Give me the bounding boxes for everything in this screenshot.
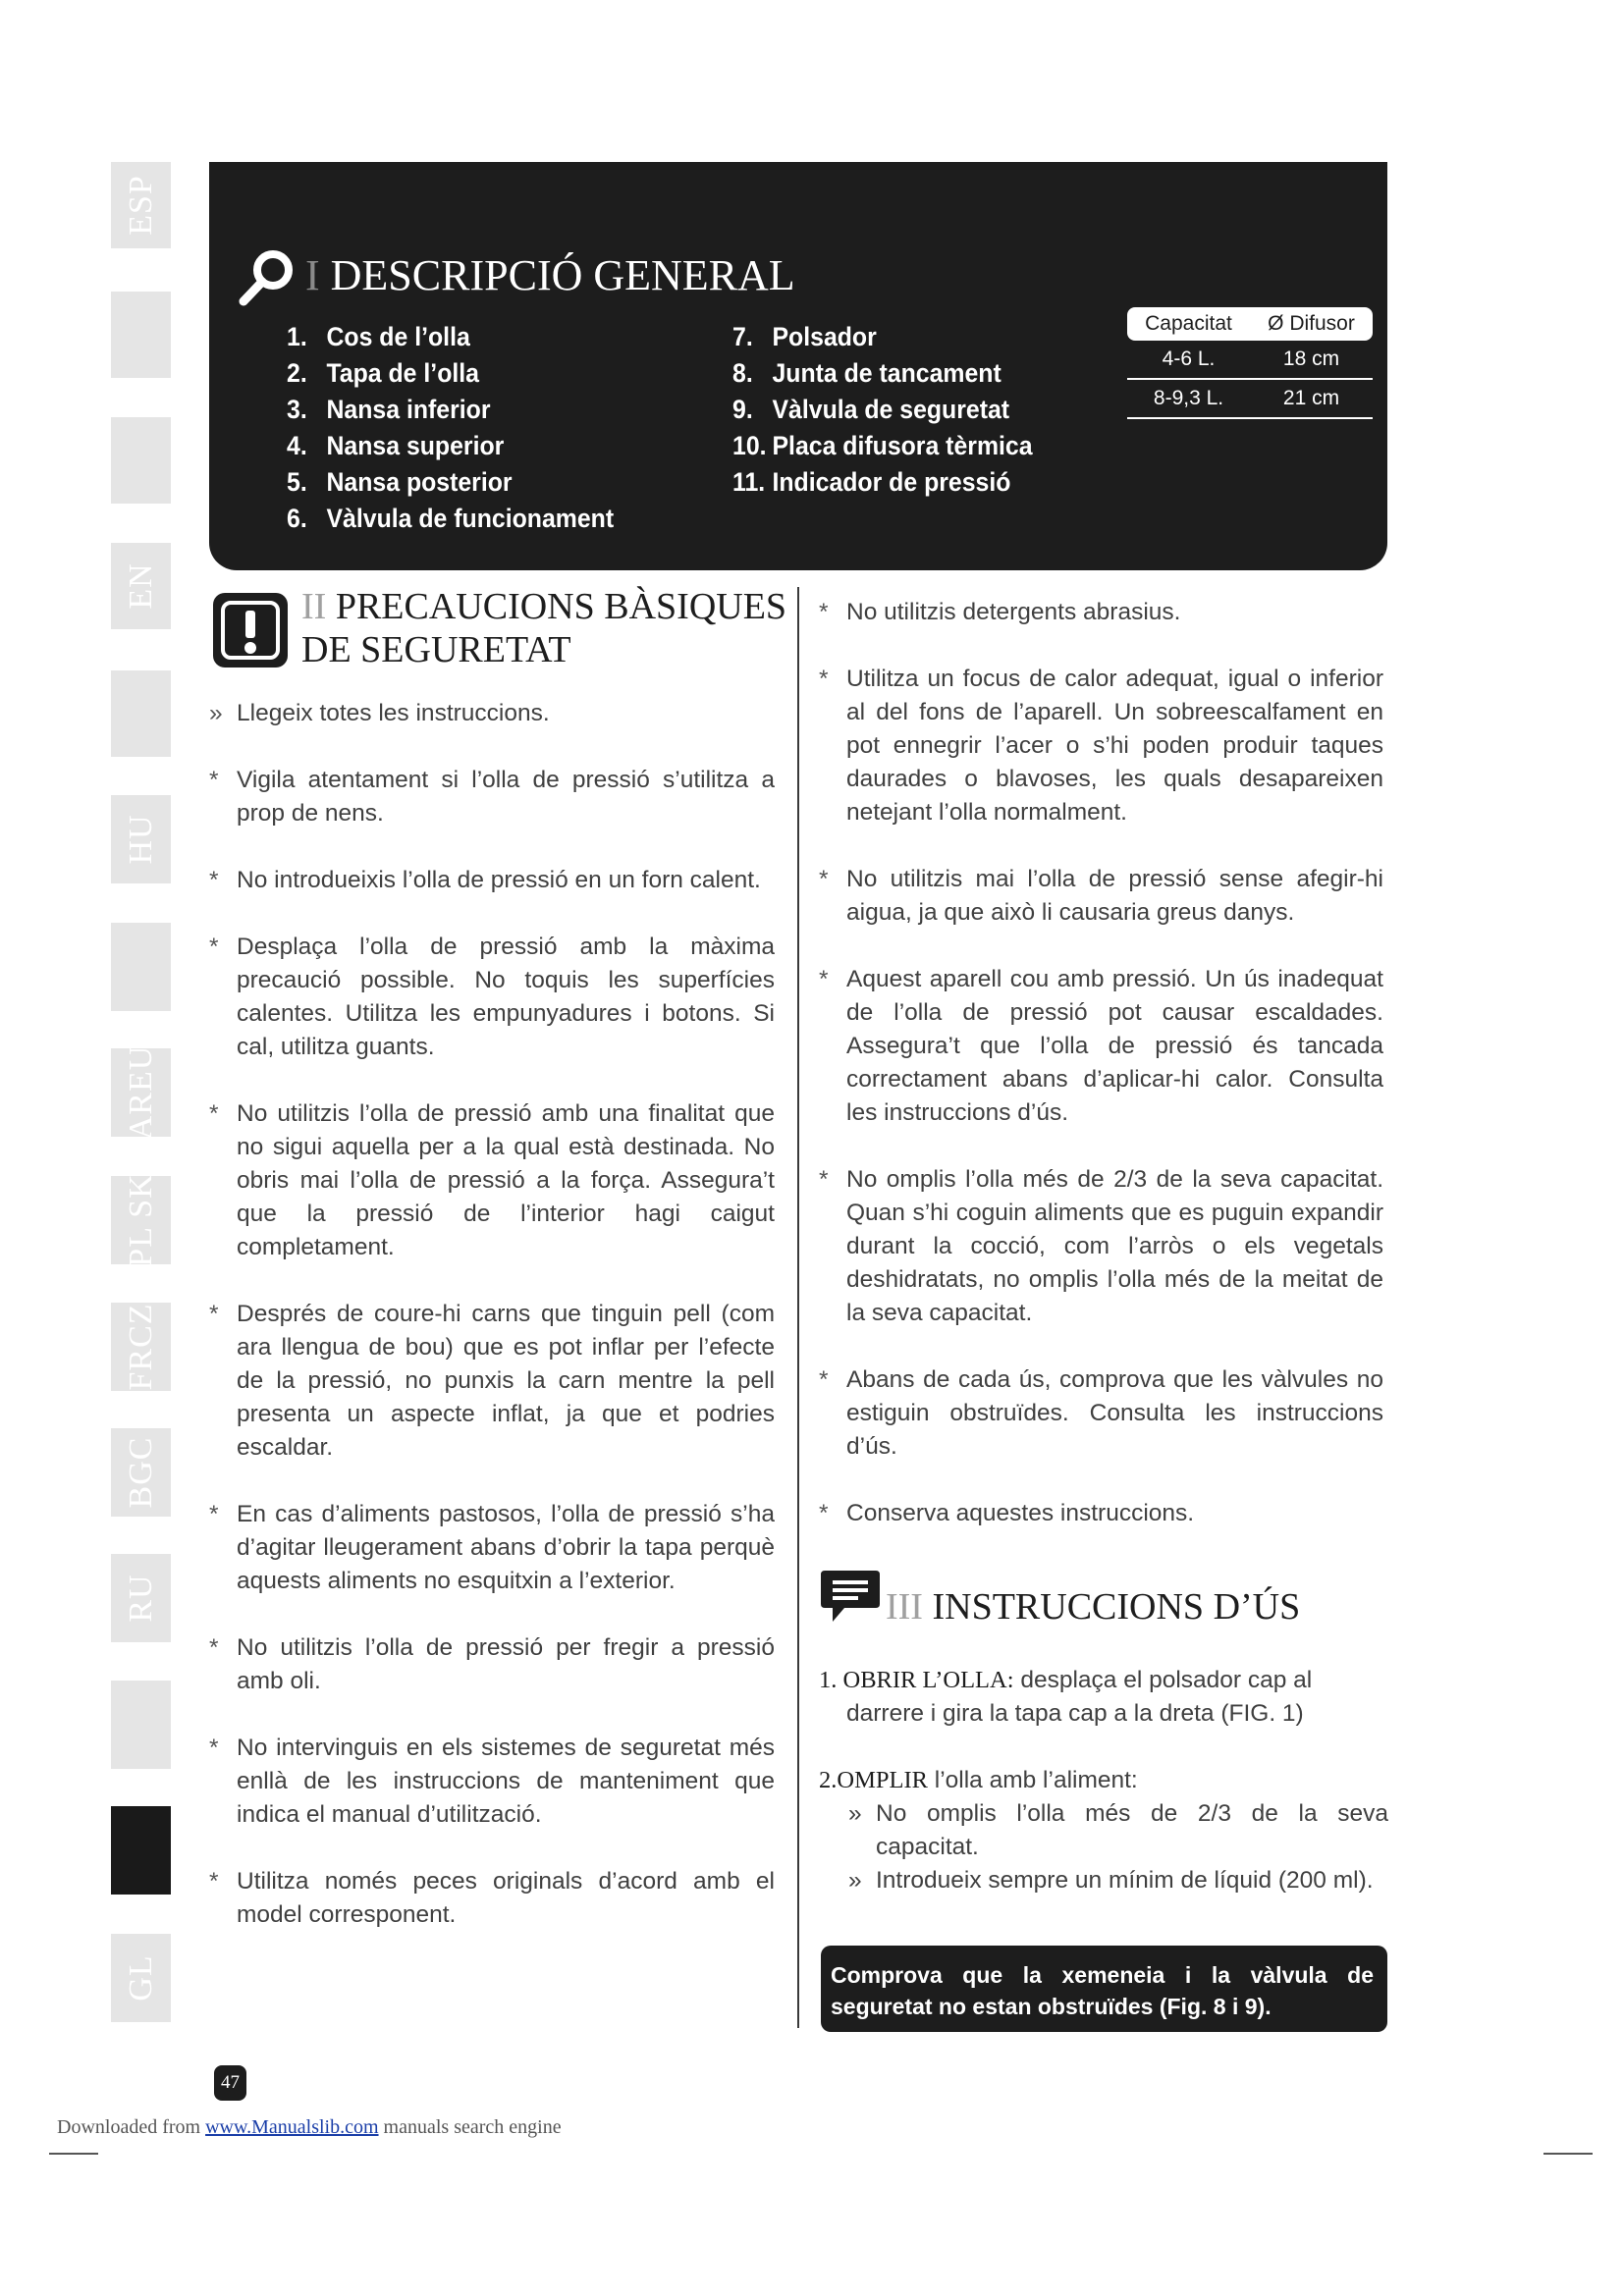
language-tab-label: EN <box>122 562 159 610</box>
part-item <box>287 501 614 537</box>
language-tab[interactable] <box>111 1934 171 2022</box>
bullet-marker: * <box>209 867 219 893</box>
safety-item <box>819 863 1383 930</box>
bullet-marker: * <box>209 1868 219 1895</box>
safety-item-text: No utilitzis detergents abrasius. <box>846 599 1181 625</box>
safety-item-text: Utilitza només peces originals d’acord amb el model corresponent. <box>237 1868 775 1928</box>
speech-bubble-icon <box>819 1565 882 1628</box>
step-subitem-text: No omplis l’olla més de 2/3 de la seva capacitat. <box>876 1800 1388 1860</box>
step-fill <box>819 1764 1388 1797</box>
header-capacity: Capacitat <box>1145 312 1232 335</box>
part-item <box>732 319 1033 355</box>
bullet-marker: * <box>819 1166 829 1193</box>
safety-item-text: Conserva aquestes instruccions. <box>846 1500 1195 1526</box>
step-subitem-text: Introdueix sempre un mínim de líquid (200 ml). <box>876 1867 1374 1894</box>
bullet-marker: » <box>209 700 223 726</box>
safety-item <box>209 1631 775 1698</box>
language-tab[interactable] <box>111 292 171 378</box>
language-tab[interactable] <box>111 1303 171 1391</box>
safety-item-text: En cas d’aliments pastosos, l’olla de pressió s’ha d’agitar lleugerament abans d’obrir la tapa perquè aquests aliments no esquitxin a l’exterior. <box>237 1501 775 1594</box>
safety-item <box>209 864 775 897</box>
language-tab-label: PL SK <box>122 1173 159 1267</box>
part-number: 11. <box>732 467 766 497</box>
safety-item-text: No utilitzis l’olla de pressió amb una finalitat que no sigui aquella per a la qual està destinada. No obris mai l’olla de pressió a la força. Assegura’t que la pressió de l’interior hagi caigut completament. <box>237 1100 775 1260</box>
footer-rule-right <box>1543 2153 1593 2155</box>
language-tab[interactable] <box>111 1554 171 1642</box>
safety-item-text: No intervinguis en els sistemes de seguretat més enllà de les instruccions de manteniment que indica el manual d’utilització. <box>237 1735 775 1828</box>
safety-item <box>209 1732 775 1832</box>
safety-item-text: Aquest aparell cou amb pressió. Un ús inadequat de l’olla de pressió pot causar escaldades. Assegura’t que l’olla de pressió és tancada correctament abans d’aplicar-hi calor. Consulta les instruccions d’ús. <box>846 966 1383 1126</box>
part-item <box>287 428 614 464</box>
footer-prefix: Downloaded from <box>57 2116 206 2138</box>
column-divider <box>797 587 799 2028</box>
language-tab[interactable] <box>111 543 171 629</box>
part-label: Nansa superior <box>326 431 505 460</box>
part-label: Vàlvula de seguretat <box>772 395 1010 424</box>
bullet-marker: * <box>819 1366 829 1393</box>
bullet-marker: » <box>848 1867 862 1894</box>
language-tab-label: BGC <box>122 1436 159 1509</box>
step-subitem <box>848 1797 1388 1864</box>
part-item <box>287 464 614 501</box>
language-tab-label: ESP <box>122 175 159 236</box>
general-description-panel <box>209 162 1387 570</box>
capacity-row <box>1127 380 1373 419</box>
section-title-instructions: III INSTRUCCIONS D’ÚS <box>886 1586 1301 1628</box>
warning-icon <box>209 589 292 671</box>
safety-item <box>209 1097 775 1264</box>
bullet-marker: » <box>848 1800 862 1827</box>
part-item <box>287 355 614 392</box>
capacity-row <box>1127 341 1373 380</box>
part-number: 7. <box>732 322 753 351</box>
capacity-cell: 8-9,3 L. <box>1153 387 1224 409</box>
step-fill-sublist <box>819 1797 1388 1897</box>
language-tab[interactable] <box>111 670 171 757</box>
safety-item <box>819 1497 1383 1530</box>
footer <box>57 2116 562 2139</box>
instructions-steps <box>819 1664 1388 1897</box>
step-text: l’olla amb l’aliment: <box>927 1767 1138 1793</box>
part-number: 2. <box>287 358 307 388</box>
language-tab-label: GL <box>122 1954 159 2002</box>
language-tab[interactable] <box>111 1681 171 1769</box>
footer-link[interactable]: www.Manualslib.com <box>205 2116 379 2138</box>
step-label: 1. OBRIR L’OLLA: <box>819 1667 1014 1693</box>
language-tab[interactable] <box>111 923 171 1011</box>
warning-note: Comprova que la xemeneia i la vàlvula de seguretat no estan obstruïdes (Fig. 8 i 9). <box>821 1946 1387 2032</box>
bullet-marker: * <box>209 1634 219 1661</box>
language-tab[interactable] <box>111 417 171 504</box>
safety-item <box>819 596 1383 629</box>
safety-item <box>209 1865 775 1932</box>
part-item <box>732 428 1033 464</box>
safety-item <box>819 1163 1383 1330</box>
language-tab-label: AREU <box>122 1044 159 1141</box>
language-tab-label: RU <box>122 1574 159 1623</box>
diffuser-cell: 21 cm <box>1282 387 1340 409</box>
safety-item <box>819 1363 1383 1464</box>
safety-list-right <box>819 596 1383 1564</box>
footer-suffix: manuals search engine <box>378 2116 562 2138</box>
safety-list-left <box>209 697 775 1965</box>
safety-item-text: No utilitzis mai l’olla de pressió sense afegir-hi aigua, ja que això li causaria greus danys. <box>846 866 1383 926</box>
safety-item <box>209 1498 775 1598</box>
part-label: Nansa inferior <box>326 395 491 424</box>
bullet-marker: * <box>819 666 829 692</box>
section-title-safety: II PRECAUCIONS BÀSIQUES DE SEGURETAT <box>301 586 787 670</box>
parts-list-right <box>732 319 1058 501</box>
footer-rule-left <box>49 2153 98 2155</box>
bullet-marker: * <box>819 966 829 992</box>
capacity-table <box>1127 307 1373 419</box>
part-label: Junta de tancament <box>772 358 1001 388</box>
language-tab[interactable] <box>111 1806 171 1895</box>
bullet-marker: * <box>209 934 219 960</box>
safety-item-text: No omplis l’olla més de 2/3 de la seva capacitat. Quan s’hi coguin aliments que es puguin expandir durant la cocció, com l’arròs o els vegetals deshidratats, no omplis l’olla més de la meitat de la seva capacitat. <box>846 1166 1383 1326</box>
safety-item-text: No introdueixis l’olla de pressió en un forn calent. <box>237 867 761 893</box>
language-tab-label: FRCZ <box>122 1303 159 1391</box>
part-number: 9. <box>732 395 753 424</box>
language-tab[interactable] <box>111 1044 171 1141</box>
diffuser-cell: 18 cm <box>1282 347 1340 370</box>
section-title-description: I DESCRIPCIÓ GENERAL <box>305 251 795 299</box>
language-tab[interactable] <box>111 1428 171 1517</box>
safety-item <box>209 764 775 830</box>
step-label: 2.OMPLIR <box>819 1767 928 1793</box>
safety-item-text: Utilitza un focus de calor adequat, igual o inferior al del fons de l’aparell. Un sobreescalfament en pot ennegrir l’acer o s’hi poden produir taques daurades o blavoses, les quals desapareixen netejant l’olla normalment. <box>846 666 1383 826</box>
part-label: Indicador de pressió <box>772 467 1011 497</box>
part-label: Polsador <box>772 322 877 351</box>
part-label: Tapa de l’olla <box>326 358 480 388</box>
safety-item <box>819 963 1383 1130</box>
safety-item <box>209 931 775 1064</box>
part-item <box>732 392 1033 428</box>
capacity-cell: 4-6 L. <box>1162 347 1216 370</box>
safety-item-text: Llegeix totes les instruccions. <box>237 700 550 726</box>
bullet-marker: * <box>209 1100 219 1127</box>
part-item <box>732 464 1033 501</box>
part-number: 1. <box>287 322 307 351</box>
part-number: 5. <box>287 467 307 497</box>
part-item <box>287 392 614 428</box>
bullet-marker: * <box>209 1501 219 1527</box>
bullet-marker: * <box>209 1735 219 1761</box>
bullet-marker: * <box>209 767 219 793</box>
header-diffuser: Ø Difusor <box>1268 312 1355 335</box>
bullet-marker: * <box>209 1301 219 1327</box>
part-item <box>287 319 614 355</box>
part-label: Placa difusora tèrmica <box>772 431 1033 460</box>
page-number: 47 <box>214 2065 246 2101</box>
part-label: Nansa posterior <box>326 467 513 497</box>
part-number: 3. <box>287 395 307 424</box>
safety-item-text: Després de coure-hi carns que tinguin pell (com ara llengua de bou) que es pot inflar per l’efecte de la pressió, no punxis la carn mentre la pell presenta un aspecte inflat, ja que et podries escaldar. <box>237 1301 775 1461</box>
magnifier-icon <box>236 246 298 309</box>
parts-list-left <box>287 319 642 537</box>
language-tab[interactable] <box>111 795 171 883</box>
step-text: desplaça el polsador cap al darrere i gira la tapa cap a la dreta (FIG. 1) <box>846 1667 1313 1727</box>
step-open <box>819 1664 1388 1731</box>
language-tab[interactable] <box>111 162 171 248</box>
step-subitem <box>848 1864 1388 1897</box>
language-tab[interactable] <box>111 1173 171 1267</box>
bullet-marker: * <box>819 1500 829 1526</box>
safety-item-text: No utilitzis l’olla de pressió per fregir a pressió amb oli. <box>237 1634 775 1694</box>
safety-item-text: Desplaça l’olla de pressió amb la màxima precaució possible. No toquis les superfícies calentes. Utilitza les empunyadures i botons. Si cal, utilitza guants. <box>237 934 775 1060</box>
part-item <box>732 355 1033 392</box>
part-number: 8. <box>732 358 753 388</box>
safety-item <box>819 663 1383 829</box>
part-label: Cos de l’olla <box>326 322 470 351</box>
safety-item-text: Abans de cada ús, comprova que les vàlvules no estiguin obstruïdes. Consulta les instruccions d’ús. <box>846 1366 1383 1460</box>
part-number: 6. <box>287 504 307 533</box>
safety-item-text: Vigila atentament si l’olla de pressió s’utilitza a prop de nens. <box>237 767 775 827</box>
safety-item <box>209 697 775 730</box>
safety-item <box>209 1298 775 1465</box>
language-tab-label: HU <box>122 814 159 865</box>
bullet-marker: * <box>819 599 829 625</box>
part-number: 10. <box>732 431 767 460</box>
bullet-marker: * <box>819 866 829 892</box>
capacity-table-header <box>1127 307 1373 341</box>
part-label: Vàlvula de funcionament <box>326 504 615 533</box>
part-number: 4. <box>287 431 307 460</box>
